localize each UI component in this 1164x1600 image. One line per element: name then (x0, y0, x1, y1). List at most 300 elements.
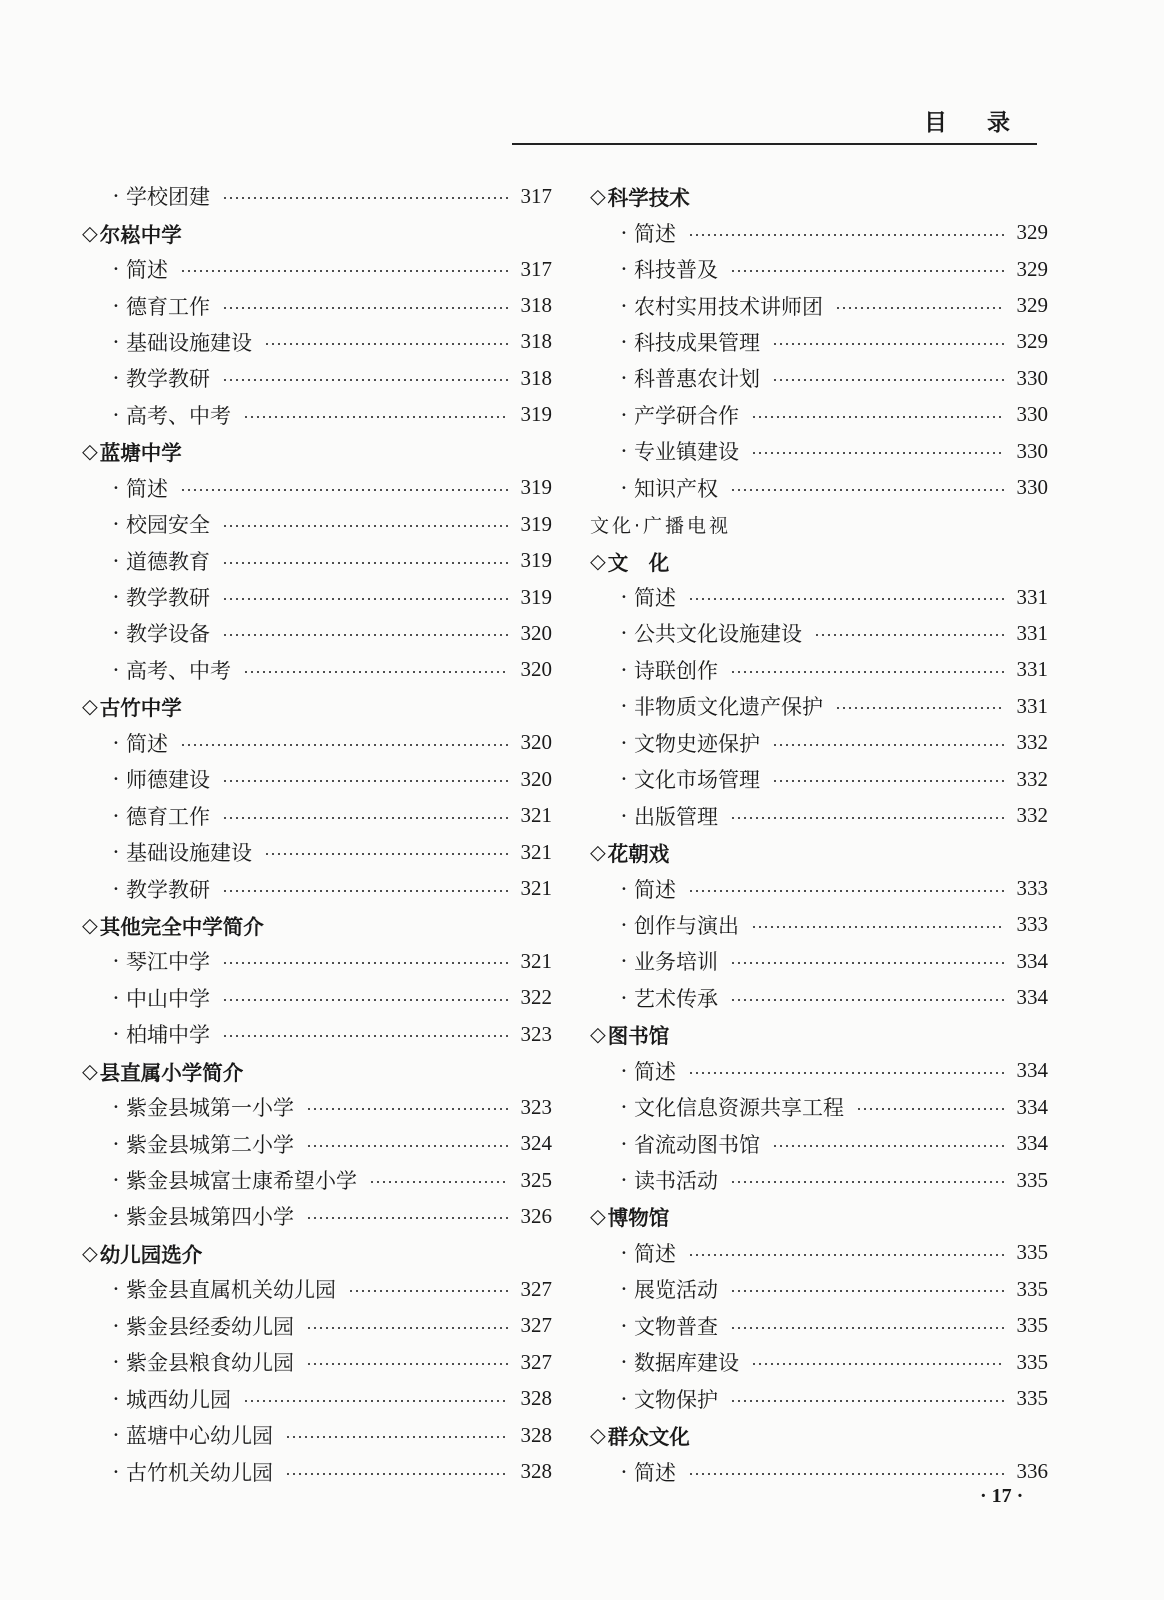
toc-entry-page: 330 (1016, 475, 1048, 500)
toc-entry[interactable] (82, 178, 552, 214)
dot-leader (688, 1254, 1005, 1256)
toc-entry[interactable] (82, 1453, 552, 1489)
dot-leader (730, 817, 1005, 819)
toc-entry-label: 专业镇建设 (634, 440, 739, 465)
diamond-icon: ◇ (590, 1423, 606, 1448)
bullet-icon: · (620, 1313, 628, 1338)
toc-entry-label: 博物馆 (607, 1206, 670, 1231)
toc-entry-page: 335 (1016, 1313, 1048, 1338)
toc-entry-page: 323 (520, 1021, 552, 1046)
bullet-icon: · (620, 1240, 628, 1265)
toc-left-column (82, 178, 552, 1490)
toc-entry-page: 331 (1016, 657, 1048, 682)
toc-entry-page: 319 (520, 584, 552, 609)
toc-entry-label: 蓝塘中学 (99, 441, 182, 466)
bullet-icon: · (112, 1423, 120, 1448)
toc-entry-page: 328 (520, 1459, 552, 1484)
bullet-icon: · (112, 512, 120, 537)
toc-entry[interactable] (82, 615, 552, 651)
toc-entry-page: 318 (520, 293, 552, 318)
bullet-icon: · (620, 366, 628, 391)
toc-section-heading (590, 1016, 1048, 1052)
toc-entry[interactable] (590, 1053, 1048, 1089)
dot-leader (180, 489, 509, 491)
toc-entry-page: 320 (520, 766, 552, 791)
bullet-icon: · (112, 1168, 120, 1193)
toc-entry[interactable] (82, 1089, 552, 1125)
toc-entry[interactable] (590, 1089, 1048, 1125)
toc-entry[interactable] (590, 688, 1048, 724)
toc-entry-label: 文化·广播电视 (590, 514, 732, 537)
toc-entry-label: 城西幼儿园 (126, 1387, 231, 1412)
toc-entry-label: 科技普及 (634, 258, 718, 283)
toc-entry-page: 330 (1016, 402, 1048, 427)
dot-leader (264, 853, 509, 855)
toc-entry-label: 教学教研 (126, 367, 210, 392)
toc-entry-page: 335 (1016, 1276, 1048, 1301)
toc-section-heading (590, 542, 1048, 578)
bullet-icon: · (112, 1131, 120, 1156)
toc-entry-label: 幼儿园选介 (99, 1242, 203, 1267)
toc-entry[interactable] (82, 761, 552, 797)
dot-leader (285, 1436, 509, 1438)
toc-section-heading (590, 1417, 1048, 1453)
toc-entry-label: 其他完全中学简介 (99, 914, 264, 939)
dot-leader (306, 1145, 509, 1147)
toc-entry-label: 简述 (634, 1241, 676, 1266)
toc-entry-label: 数据库建设 (634, 1351, 739, 1376)
toc-entry-page: 325 (520, 1167, 552, 1192)
toc-entry-page: 334 (1016, 948, 1048, 973)
toc-entry-label: 校园安全 (126, 513, 210, 538)
bullet-icon: · (620, 803, 628, 828)
toc-entry-label: 花朝戏 (607, 842, 670, 867)
toc-entry-label: 文物保护 (634, 1387, 718, 1412)
toc-entry[interactable] (590, 360, 1048, 396)
dot-leader (688, 890, 1005, 892)
toc-entry-page: 319 (520, 511, 552, 536)
toc-entry-label: 简述 (126, 258, 168, 283)
toc-entry-page: 329 (1016, 329, 1048, 354)
toc-entry-page: 319 (520, 548, 552, 573)
dot-leader (856, 1108, 1005, 1110)
toc-entry[interactable] (82, 725, 552, 761)
dot-leader (222, 197, 509, 199)
dot-leader (688, 1072, 1005, 1074)
dot-leader (835, 707, 1005, 709)
bullet-icon: · (620, 1058, 628, 1083)
toc-entry[interactable] (590, 980, 1048, 1016)
toc-entry[interactable] (82, 797, 552, 833)
toc-entry-page: 321 (520, 948, 552, 973)
toc-entry-label: 农村实用技术讲师团 (634, 294, 823, 319)
toc-entry[interactable] (82, 542, 552, 578)
toc-entry-page: 328 (520, 1422, 552, 1447)
diamond-icon: ◇ (590, 1022, 606, 1047)
toc-section-heading (82, 688, 552, 724)
toc-entry-label: 学校团建 (126, 185, 210, 210)
toc-entry-label: 简述 (634, 1059, 676, 1084)
dot-leader (348, 1290, 509, 1292)
toc-entry[interactable] (82, 943, 552, 979)
dot-leader (730, 1290, 1005, 1292)
bullet-icon: · (112, 1459, 120, 1484)
toc-entry[interactable] (82, 870, 552, 906)
toc-entry-label: 紫金县城第一小学 (126, 1096, 294, 1121)
bullet-icon: · (112, 1095, 120, 1120)
dot-leader (222, 598, 509, 600)
toc-entry-label: 师德建设 (126, 768, 210, 793)
toc-section-heading (590, 178, 1048, 214)
toc-entry[interactable] (590, 797, 1048, 833)
toc-entry[interactable] (82, 1417, 552, 1453)
toc-entry-page: 322 (520, 985, 552, 1010)
dot-leader (285, 1473, 509, 1475)
toc-entry-label: 群众文化 (607, 1425, 690, 1450)
toc-entry-page: 318 (520, 329, 552, 354)
dot-leader (688, 1473, 1005, 1475)
toc-entry[interactable] (82, 360, 552, 396)
bullet-icon: · (620, 876, 628, 901)
dot-leader (751, 1363, 1005, 1365)
toc-entry-label: 高考、中考 (126, 403, 231, 428)
toc-entry-label: 古竹中学 (99, 696, 182, 721)
diamond-icon: ◇ (82, 439, 98, 464)
diamond-icon: ◇ (590, 1204, 606, 1229)
dot-leader (814, 634, 1005, 636)
bullet-icon: · (112, 730, 120, 755)
bullet-icon: · (112, 366, 120, 391)
toc-entry[interactable] (590, 615, 1048, 651)
bullet-icon: · (112, 803, 120, 828)
toc-entry-page: 334 (1016, 1094, 1048, 1119)
toc-entry[interactable] (590, 324, 1048, 360)
toc-entry-page: 328 (520, 1386, 552, 1411)
dot-leader (730, 1327, 1005, 1329)
toc-entry-page: 331 (1016, 693, 1048, 718)
dot-leader (243, 1400, 509, 1402)
toc-section-heading (82, 1053, 552, 1089)
bullet-icon: · (112, 475, 120, 500)
toc-entry-label: 知识产权 (634, 476, 718, 501)
dot-leader (835, 307, 1005, 309)
toc-entry-label: 尔崧中学 (99, 222, 182, 247)
toc-entry[interactable] (590, 870, 1048, 906)
toc-entry-label: 教学教研 (126, 877, 210, 902)
dot-leader (772, 780, 1005, 782)
toc-entry-label: 诗联创作 (634, 658, 718, 683)
dot-leader (222, 525, 509, 527)
bullet-icon: · (112, 402, 120, 427)
toc-entry[interactable] (590, 943, 1048, 979)
toc-entry-page: 323 (520, 1094, 552, 1119)
toc-entry-label: 文化市场管理 (634, 768, 760, 793)
toc-entry-label: 紫金县城富士康希望小学 (126, 1169, 357, 1194)
toc-entry-label: 文化信息资源共享工程 (634, 1096, 844, 1121)
toc-entry-label: 展览活动 (634, 1278, 718, 1303)
toc-section-heading (82, 1235, 552, 1271)
bullet-icon: · (112, 1386, 120, 1411)
toc-entry-page: 317 (520, 183, 552, 208)
toc-section-heading (82, 907, 552, 943)
toc-entry-page: 331 (1016, 620, 1048, 645)
toc-entry-label: 古竹机关幼儿园 (126, 1460, 273, 1485)
toc-entry-page: 330 (1016, 365, 1048, 390)
toc-entry[interactable] (82, 1162, 552, 1198)
toc-entry-page: 331 (1016, 584, 1048, 609)
toc-entry-label: 中山中学 (126, 986, 210, 1011)
toc-entry[interactable] (590, 725, 1048, 761)
toc-entry-page: 333 (1016, 876, 1048, 901)
toc-entry-page: 334 (1016, 985, 1048, 1010)
toc-entry[interactable] (590, 1125, 1048, 1161)
toc-entry-page: 332 (1016, 766, 1048, 791)
toc-entry[interactable] (82, 397, 552, 433)
dot-leader (730, 1400, 1005, 1402)
toc-entry[interactable] (82, 1271, 552, 1307)
toc-entry[interactable] (82, 1198, 552, 1234)
bullet-icon: · (620, 694, 628, 719)
toc-section-heading (590, 1198, 1048, 1234)
toc-entry[interactable] (590, 214, 1048, 250)
toc-entry-label: 简述 (634, 877, 676, 902)
bullet-icon: · (620, 621, 628, 646)
toc-entry-label: 创作与演出 (634, 913, 739, 938)
toc-entry-label: 科学技术 (607, 186, 690, 211)
toc-entry-label: 省流动图书馆 (634, 1132, 760, 1157)
toc-entry-label: 非物质文化遗产保护 (634, 695, 823, 720)
bullet-icon: · (112, 767, 120, 792)
bullet-icon: · (620, 985, 628, 1010)
toc-entry-page: 321 (520, 839, 552, 864)
toc-entry-label: 简述 (634, 221, 676, 246)
dot-leader (730, 671, 1005, 673)
diamond-icon: ◇ (590, 184, 606, 209)
bullet-icon: · (620, 293, 628, 318)
toc-entry-page: 334 (1016, 1131, 1048, 1156)
toc-entry-page: 329 (1016, 293, 1048, 318)
dot-leader (264, 343, 509, 345)
toc-entry[interactable] (590, 652, 1048, 688)
bullet-icon: · (620, 402, 628, 427)
toc-entry-page: 317 (520, 256, 552, 281)
bullet-icon: · (620, 220, 628, 245)
toc-entry[interactable] (82, 1380, 552, 1416)
toc-entry[interactable] (590, 1235, 1048, 1271)
toc-entry[interactable] (82, 470, 552, 506)
diamond-icon: ◇ (82, 220, 98, 245)
toc-entry-label: 紫金县城第四小学 (126, 1205, 294, 1230)
toc-entry-page: 335 (1016, 1240, 1048, 1265)
bullet-icon: · (112, 257, 120, 282)
toc-entry-label: 教学设备 (126, 622, 210, 647)
dot-leader (772, 343, 1005, 345)
toc-entry[interactable] (82, 251, 552, 287)
toc-entry-page: 320 (520, 730, 552, 755)
page-number: · 17 · (980, 1485, 1024, 1507)
toc-entry-label: 图书馆 (607, 1024, 670, 1049)
toc-entry[interactable] (590, 287, 1048, 323)
toc-entry[interactable] (590, 397, 1048, 433)
toc-entry-label: 紫金县粮食幼儿园 (126, 1351, 294, 1376)
dot-leader (688, 598, 1005, 600)
bullet-icon: · (620, 475, 628, 500)
bullet-icon: · (112, 184, 120, 209)
toc-entry[interactable] (590, 1380, 1048, 1416)
toc-entry[interactable] (590, 470, 1048, 506)
toc-entry-page: 333 (1016, 912, 1048, 937)
dot-leader (730, 962, 1005, 964)
toc-entry-page: 324 (520, 1131, 552, 1156)
bullet-icon: · (620, 1168, 628, 1193)
bullet-icon: · (112, 329, 120, 354)
toc-entry-label: 业务培训 (634, 950, 718, 975)
dot-leader (222, 780, 509, 782)
toc-entry-page: 320 (520, 620, 552, 645)
toc-entry[interactable] (82, 287, 552, 323)
toc-entry[interactable] (82, 834, 552, 870)
dot-leader (306, 1327, 509, 1329)
dot-leader (222, 634, 509, 636)
dot-leader (180, 744, 509, 746)
page-header-title: 目录 (924, 109, 1050, 136)
dot-leader (222, 1035, 509, 1037)
bullet-icon: · (620, 329, 628, 354)
toc-entry[interactable] (590, 1308, 1048, 1344)
toc-entry-label: 基础设施建设 (126, 330, 252, 355)
toc-entry-label: 简述 (126, 476, 168, 501)
toc-entry-label: 德育工作 (126, 294, 210, 319)
toc-entry-label: 道德教育 (126, 549, 210, 574)
bullet-icon: · (112, 585, 120, 610)
bullet-icon: · (620, 439, 628, 464)
diamond-icon: ◇ (590, 840, 606, 865)
dot-leader (369, 1181, 509, 1183)
toc-entry-page: 329 (1016, 256, 1048, 281)
bullet-icon: · (112, 949, 120, 974)
toc-entry[interactable] (590, 1344, 1048, 1380)
toc-entry-label: 简述 (634, 586, 676, 611)
toc-entry-page: 327 (520, 1313, 552, 1338)
toc-section-heading (82, 214, 552, 250)
toc-entry-label: 琴江中学 (126, 950, 210, 975)
dot-leader (243, 671, 509, 673)
toc-entry[interactable] (590, 1162, 1048, 1198)
toc-entry[interactable] (82, 1125, 552, 1161)
bullet-icon: · (620, 949, 628, 974)
toc-entry[interactable] (82, 579, 552, 615)
toc-entry[interactable] (82, 1016, 552, 1052)
toc-entry-label: 紫金县城第二小学 (126, 1132, 294, 1157)
dot-leader (222, 999, 509, 1001)
toc-entry-page: 329 (1016, 220, 1048, 245)
toc-entry-label: 高考、中考 (126, 658, 231, 683)
bullet-icon: · (620, 1095, 628, 1120)
dot-leader (306, 1108, 509, 1110)
dot-leader (306, 1217, 509, 1219)
toc-entry-page: 326 (520, 1203, 552, 1228)
header-rule (512, 143, 1037, 145)
dot-leader (222, 562, 509, 564)
toc-entry[interactable] (590, 1271, 1048, 1307)
dot-leader (180, 270, 509, 272)
toc-entry-page: 320 (520, 657, 552, 682)
bullet-icon: · (112, 1204, 120, 1229)
bullet-icon: · (620, 1131, 628, 1156)
toc-entry[interactable] (590, 761, 1048, 797)
bullet-icon: · (620, 257, 628, 282)
toc-entry-page: 327 (520, 1276, 552, 1301)
toc-entry-label: 柏埔中学 (126, 1023, 210, 1048)
toc-entry-page: 330 (1016, 438, 1048, 463)
toc-part-heading (590, 506, 1048, 542)
toc-entry[interactable] (590, 251, 1048, 287)
toc-entry-label: 县直属小学简介 (99, 1060, 244, 1085)
diamond-icon: ◇ (82, 912, 98, 937)
toc-entry[interactable] (82, 324, 552, 360)
bullet-icon: · (112, 1022, 120, 1047)
bullet-icon: · (620, 1386, 628, 1411)
toc-entry[interactable] (82, 652, 552, 688)
toc-section-heading (590, 834, 1048, 870)
toc-entry[interactable] (590, 579, 1048, 615)
toc-entry[interactable] (82, 1308, 552, 1344)
toc-entry-label: 产学研合作 (634, 403, 739, 428)
toc-entry-page: 332 (1016, 730, 1048, 755)
toc-entry-label: 科普惠农计划 (634, 367, 760, 392)
toc-entry-page: 319 (520, 475, 552, 500)
dot-leader (751, 926, 1005, 928)
dot-leader (772, 379, 1005, 381)
bullet-icon: · (112, 657, 120, 682)
dot-leader (730, 999, 1005, 1001)
toc-entry-label: 紫金县经委幼儿园 (126, 1314, 294, 1339)
dot-leader (222, 962, 509, 964)
dot-leader (222, 890, 509, 892)
toc-entry[interactable] (590, 907, 1048, 943)
toc-entry[interactable] (590, 433, 1048, 469)
bullet-icon: · (620, 767, 628, 792)
toc-entry-label: 读书活动 (634, 1169, 718, 1194)
dot-leader (222, 817, 509, 819)
toc-entry-label: 公共文化设施建设 (634, 622, 802, 647)
bullet-icon: · (620, 730, 628, 755)
bullet-icon: · (620, 1459, 628, 1484)
toc-entry[interactable] (82, 1344, 552, 1380)
toc-section-heading (82, 433, 552, 469)
dot-leader (730, 489, 1005, 491)
diamond-icon: ◇ (82, 1240, 98, 1265)
dot-leader (222, 379, 509, 381)
toc-entry-label: 文物普查 (634, 1314, 718, 1339)
toc-entry-page: 321 (520, 876, 552, 901)
toc-entry-label: 科技成果管理 (634, 330, 760, 355)
diamond-icon: ◇ (82, 694, 98, 719)
toc-entry-page: 335 (1016, 1167, 1048, 1192)
toc-entry[interactable] (82, 980, 552, 1016)
toc-entry-page: 335 (1016, 1349, 1048, 1374)
bullet-icon: · (112, 293, 120, 318)
bullet-icon: · (620, 585, 628, 610)
toc-entry-label: 紫金县直属机关幼儿园 (126, 1278, 336, 1303)
toc-entry-page: 334 (1016, 1058, 1048, 1083)
toc-entry-page: 319 (520, 402, 552, 427)
toc-entry[interactable] (82, 506, 552, 542)
dot-leader (730, 270, 1005, 272)
toc-entry-page: 332 (1016, 803, 1048, 828)
dot-leader (730, 1181, 1005, 1183)
toc-entry-label: 蓝塘中心幼儿园 (126, 1424, 273, 1449)
